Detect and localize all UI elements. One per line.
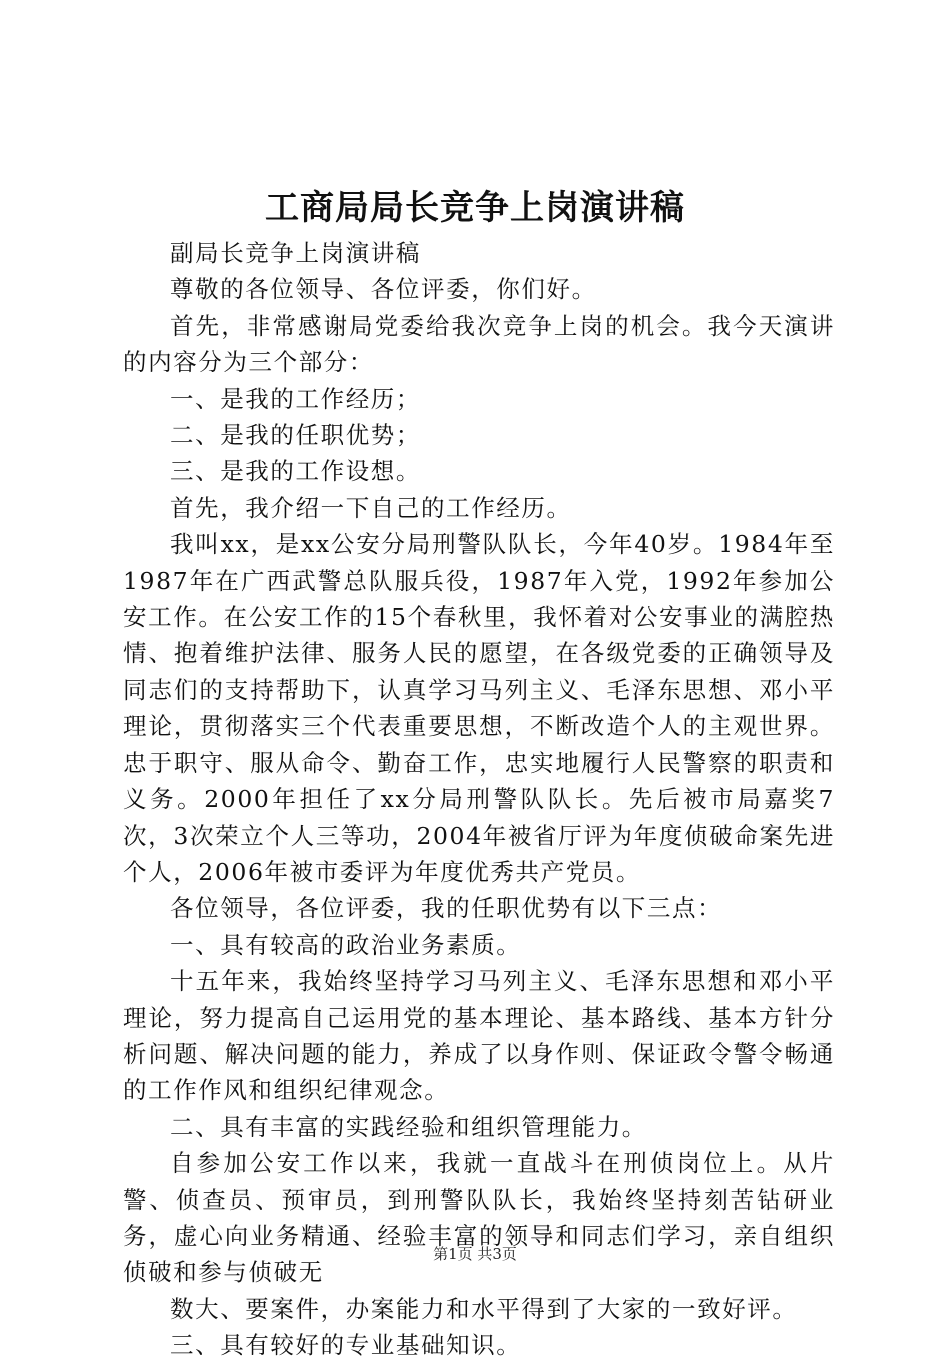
document-body bbox=[123, 235, 835, 1364]
paragraph: 十五年来，我始终坚持学习马列主义、毛泽东思想和邓小平理论，努力提高自己运用党的基本理论、基本路线、基本方针分析问题、解决问题的能力，养成了以身作则、保证政令警令畅通的工作作风和组织纪律观念。 bbox=[123, 967, 835, 1105]
paragraph: 尊敬的各位领导、各位评委，你们好。 bbox=[170, 275, 597, 304]
paragraph: 一、具有较高的政治业务素质。 bbox=[170, 930, 522, 959]
paragraph: 我叫xx，是xx公安分局刑警队队长，今年40岁。1984年至1987年在广西武警总队服兵役，1987年入党，1992年参加公安工作。在公安工作的15个春秋里，我怀着对公安事业的满腔热情、抱着维护法律、服务人民的愿望，在各级党委的正确领导及同志们的支持帮助下，认真学习马列主义、毛泽东思想、邓小平理论，贯彻落实三个代表重要思想，不断改造个人的主观世界。忠于职守、服从命令、勤奋工作，忠实地履行人民警察的职责和义务。2000年担任了xx分局刑警队队长。先后被市局嘉奖7次，3次荣立个人三等功，2004年被省厅评为年度侦破命案先进个人，2006年被市委评为年度优秀共产党员。 bbox=[123, 530, 835, 886]
document-title: 工商局局长竞争上岗演讲稿 bbox=[265, 188, 685, 228]
paragraph: 首先，非常感谢局党委给我次竞争上岗的机会。我今天演讲的内容分为三个部分： bbox=[123, 311, 835, 377]
paragraph: 二、具有丰富的实践经验和组织管理能力。 bbox=[170, 1112, 647, 1141]
paragraph: 副局长竞争上岗演讲稿 bbox=[170, 239, 421, 267]
paragraph: 三、是我的工作设想。 bbox=[170, 457, 421, 486]
paragraph: 首先，我介绍一下自己的工作经历。 bbox=[170, 493, 572, 522]
paragraph: 数大、要案件，办案能力和水平得到了大家的一致好评。 bbox=[170, 1294, 798, 1323]
page-footer: 第1页 共3页 bbox=[433, 1245, 517, 1263]
paragraph: 二、是我的任职优势； bbox=[170, 421, 421, 450]
paragraph: 一、是我的工作经历； bbox=[170, 384, 421, 413]
paragraph: 各位领导，各位评委，我的任职优势有以下三点： bbox=[170, 894, 723, 923]
paragraph: 三、具有较好的专业基础知识。 bbox=[170, 1331, 522, 1360]
paragraph: 自参加公安工作以来，我就一直战斗在刑侦岗位上。从片警、侦查员、预审员，到刑警队队长，我始终坚持刻苦钻研业务，虚心向业务精通、经验丰富的领导和同志们学习，亲自组织侦破和参与侦破无 bbox=[123, 1149, 835, 1287]
